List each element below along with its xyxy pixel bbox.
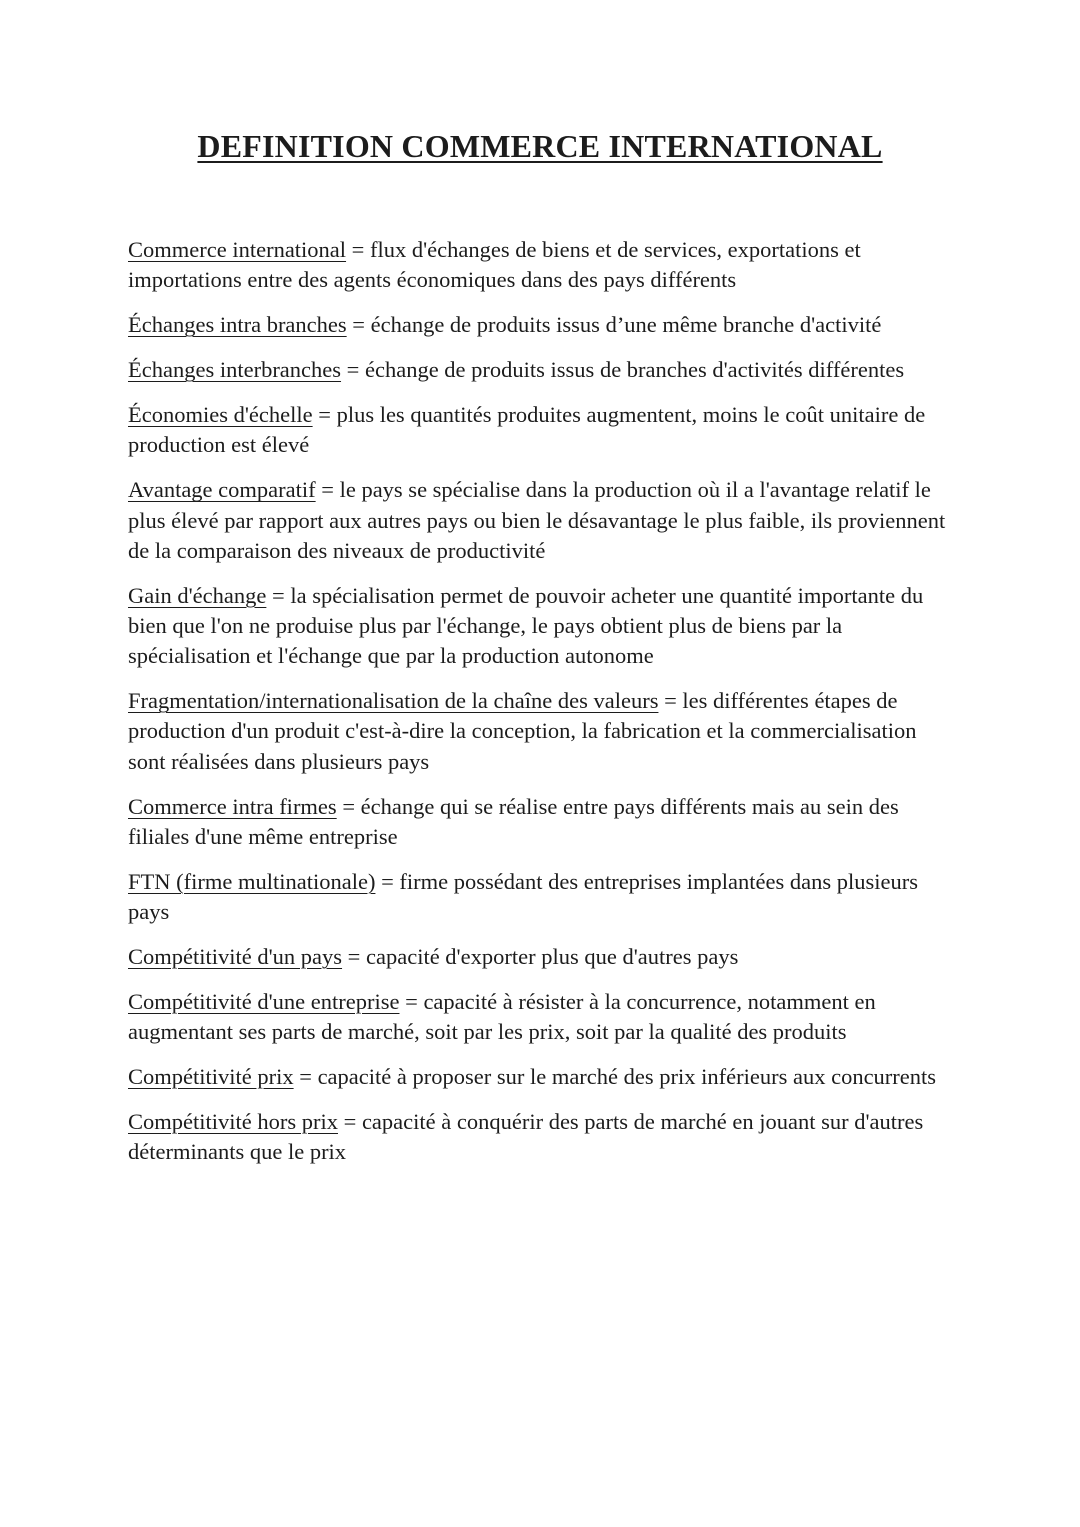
definition-item xyxy=(128,475,958,566)
definition-item xyxy=(128,792,958,852)
definition-item xyxy=(128,987,958,1047)
definition-term: Échanges intra branches xyxy=(128,312,347,338)
page-title: DEFINITION COMMERCE INTERNATIONAL xyxy=(197,128,883,164)
definition-separator: = xyxy=(346,237,370,262)
definition-item xyxy=(128,355,958,385)
definition-term: Économies d'échelle xyxy=(128,402,313,428)
definition-term: Avantage comparatif xyxy=(128,477,316,503)
definition-text: la spécialisation permet de pouvoir acheter une quantité importante du bien que l'on ne produise plus par l'échange, le pays obtient plus de biens par la spécialisation et l'échange que par la production autonome xyxy=(128,582,924,669)
definition-text: capacité à résister à la concurrence, notamment en augmentant ses parts de marché, soit par les prix, soit par la qualité des produits xyxy=(128,989,876,1045)
definition-separator: = xyxy=(658,688,683,714)
definition-separator: = xyxy=(336,793,361,819)
definition-item xyxy=(128,1107,958,1167)
definition-separator: = xyxy=(346,312,371,338)
definition-text: capacité à conquérir des parts de marché en jouant sur d'autres déterminants que le prix xyxy=(128,1109,924,1165)
definition-text: capacité d'exporter plus que d'autres pays xyxy=(366,944,739,970)
definition-item xyxy=(128,686,958,777)
definition-separator: = xyxy=(337,1109,362,1135)
definition-separator: = xyxy=(312,402,337,428)
definition-text: plus les quantités produites augmentent, moins le coût unitaire de production est élevé xyxy=(128,402,926,458)
definition-separator: = xyxy=(315,477,340,503)
definition-separator: = xyxy=(399,989,424,1015)
definition-term: Compétitivité hors prix xyxy=(128,1109,338,1135)
definition-term: Fragmentation/internationalisation de la chaîne des valeurs xyxy=(128,688,659,714)
definition-term: Échanges interbranches xyxy=(128,357,342,383)
definition-text: le pays se spécialise dans la production où il a l'avantage relatif le plus élevé par rapport aux autres pays ou bien le désavantage le plus faible, ils proviennent de la comparaison des niveaux de productivité xyxy=(128,477,946,563)
definition-item xyxy=(128,581,958,672)
definition-text: firme possédant des entreprises implantées dans plusieurs pays xyxy=(128,868,919,925)
definition-text: flux d'échanges de biens et de services, exportations et importations entre des agents économiques dans des pays différents xyxy=(128,237,861,293)
definition-item xyxy=(128,235,958,295)
definition-separator: = xyxy=(375,868,400,894)
definition-separator: = xyxy=(293,1064,318,1090)
definition-text: échange de produits issus d’une même branche d'activité xyxy=(370,312,882,338)
definitions-list xyxy=(128,235,958,1182)
definition-separator: = xyxy=(342,944,366,970)
definition-item xyxy=(128,310,958,340)
definition-term: FTN (firme multinationale) xyxy=(128,868,376,894)
definition-text: les différentes étapes de production d'un produit c'est-à-dire la conception, la fabrication et la commercialisation sont réalisées dans plusieurs pays xyxy=(128,688,917,774)
definition-item xyxy=(128,867,958,927)
definition-item xyxy=(128,942,958,972)
definition-item xyxy=(128,1062,958,1092)
definition-text: échange qui se réalise entre pays différents mais au sein des filiales d'une même entreprise xyxy=(128,793,899,849)
definition-text: capacité à proposer sur le marché des prix inférieurs aux concurrents xyxy=(317,1064,937,1090)
definition-term: Commerce international xyxy=(128,237,347,262)
definition-text: échange de produits issus de branches d'activités différentes xyxy=(364,357,905,383)
definition-separator: = xyxy=(266,582,291,608)
definition-separator: = xyxy=(341,357,365,383)
definition-term: Gain d'échange xyxy=(128,582,267,608)
definition-term: Commerce intra firmes xyxy=(128,793,337,819)
definition-term: Compétitivité d'une entreprise xyxy=(128,989,400,1015)
definition-term: Compétitivité prix xyxy=(128,1064,294,1090)
definition-term: Compétitivité d'un pays xyxy=(128,944,343,970)
definition-item xyxy=(128,400,958,460)
